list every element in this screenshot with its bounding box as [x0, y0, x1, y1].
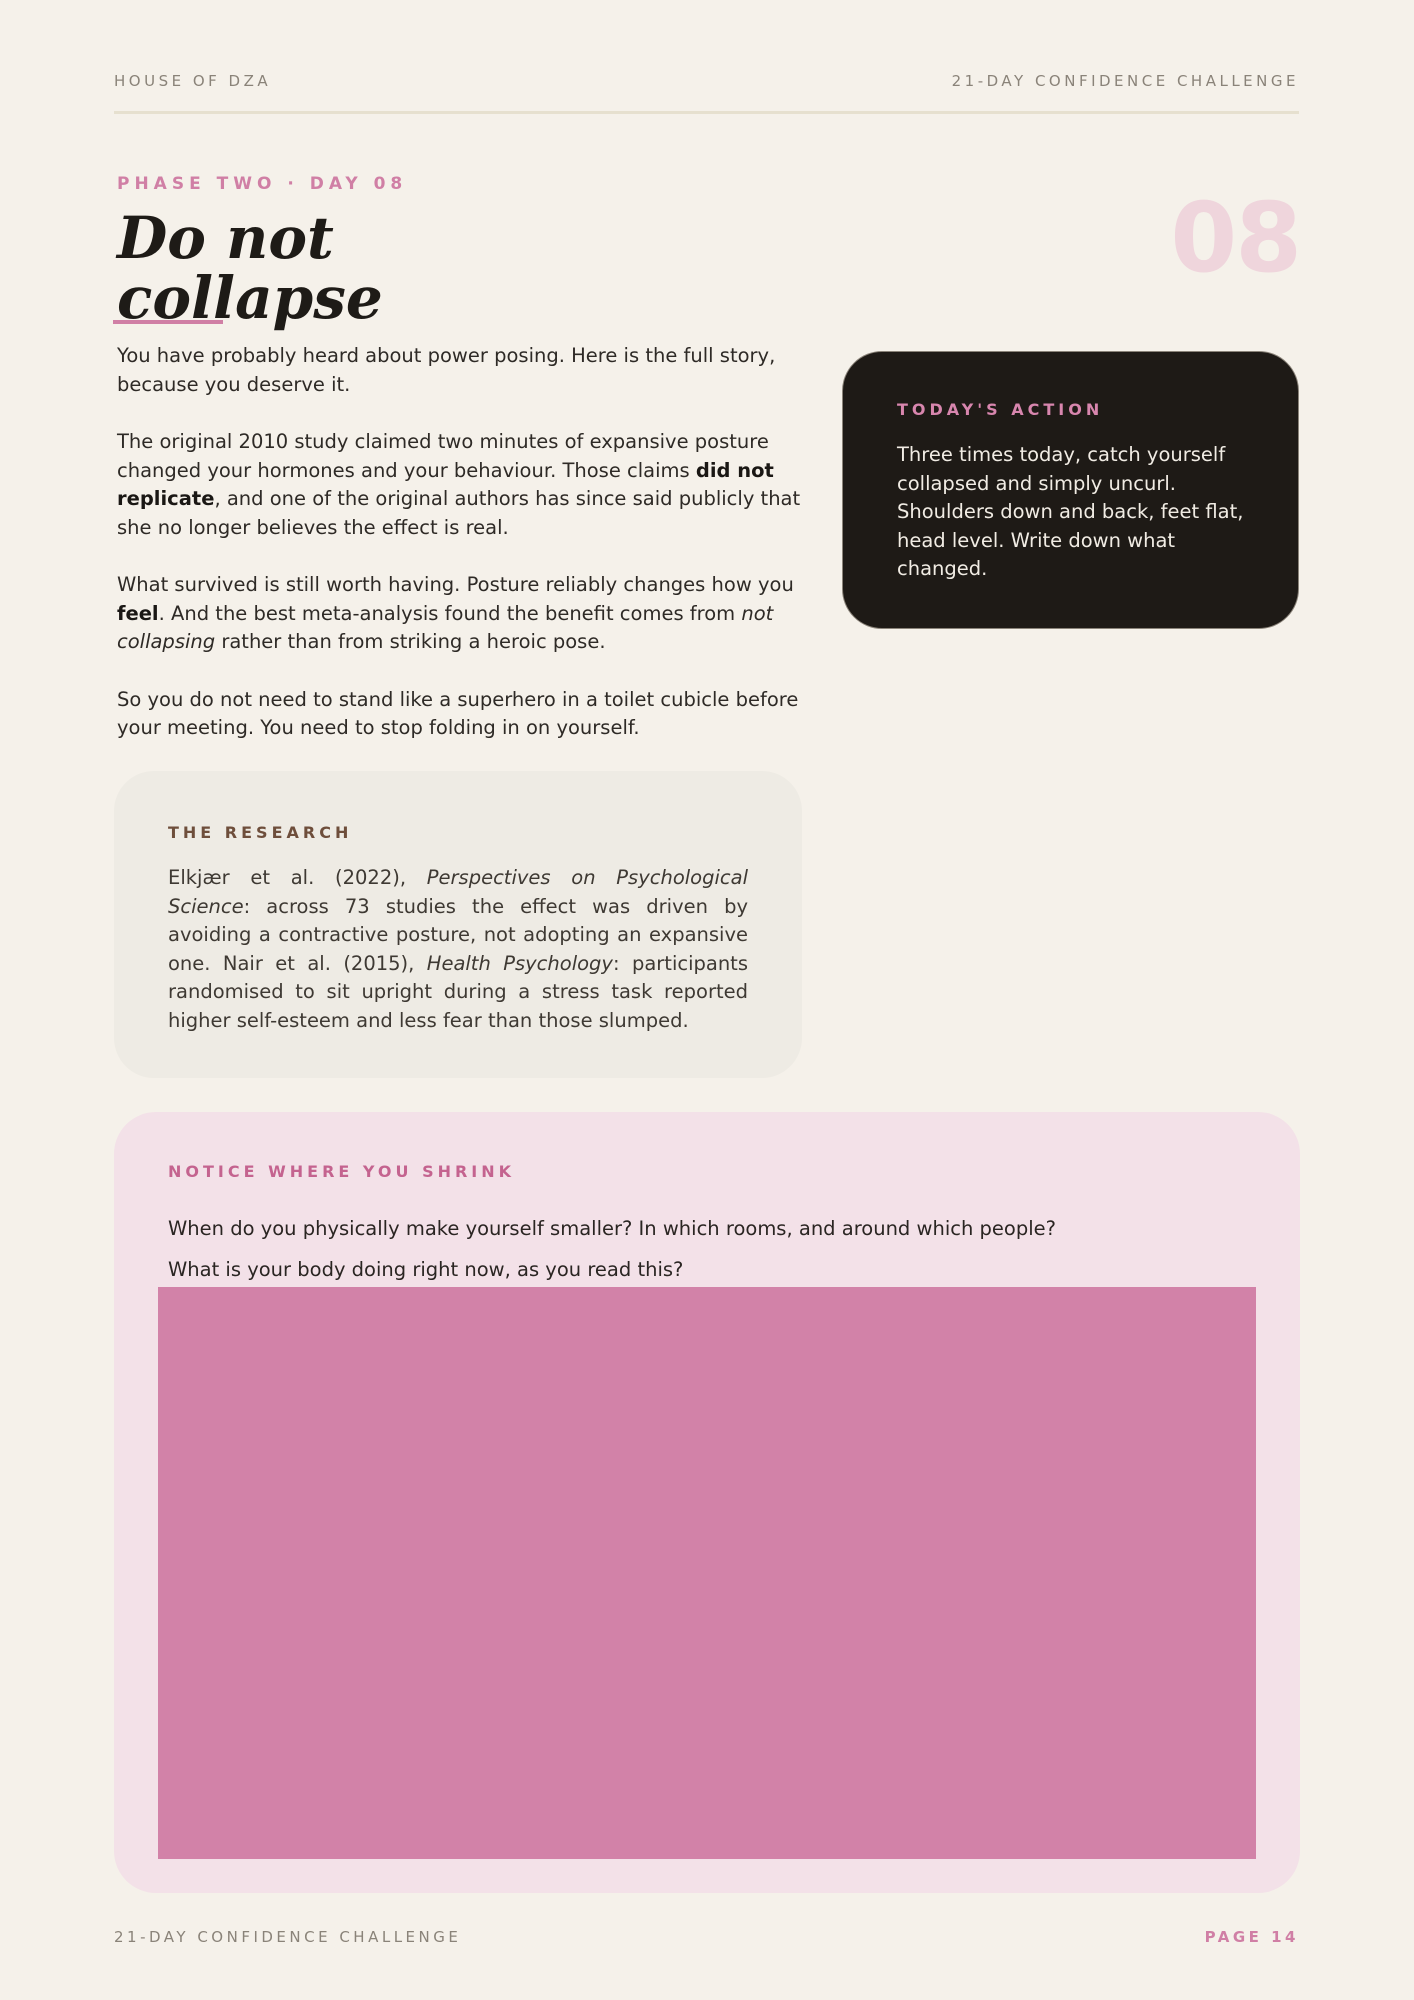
intro-paragraph-3: What survived is still worth having. Posture reliably changes how you feel. And the best meta-analysis found the benefit comes from not collapsing rather than from striking a heroic pose.	[117, 573, 794, 653]
title-line-2-wrap	[117, 264, 383, 332]
series-title: 21-DAY CONFIDENCE CHALLENGE	[951, 72, 1299, 90]
action-text: Three times today, catch yourself collapsed and simply uncurl. Shoulders down and back, feet flat, head level. Write down what changed.	[897, 443, 1244, 580]
research-label: THE RESEARCH	[168, 823, 353, 842]
reflection-question-2: What is your body doing right now, as you read this?	[168, 1258, 684, 1281]
footer-series: 21-DAY CONFIDENCE CHALLENGE	[114, 1928, 462, 1946]
intro-text	[117, 342, 807, 772]
research-text: Elkjær et al. (2022), Perspectives on Psychological Science: across 73 studies the effect was driven by avoiding a contractive posture, not adopting an expansive one. Nair et al. (2015), Health Psychology: participants randomised to sit upright during a stress task reported higher self-esteem and less fear than those slumped.	[168, 866, 748, 1032]
day-number: 08	[1170, 182, 1300, 294]
todays-action-card	[842, 351, 1299, 629]
title-line-1: Do not	[117, 204, 334, 272]
page-header	[114, 72, 1299, 114]
title-line-2: collapse	[117, 264, 383, 332]
research-card	[114, 771, 802, 1078]
page-title	[117, 204, 577, 332]
page-number: PAGE 14	[1204, 1928, 1299, 1946]
writing-area[interactable]	[158, 1287, 1256, 1859]
action-label: TODAY'S ACTION	[897, 400, 1104, 419]
brand-name: HOUSE OF DZA	[114, 72, 272, 90]
page-footer	[114, 1928, 1299, 1946]
notice-label: NOTICE WHERE YOU SHRINK	[168, 1162, 516, 1181]
intro-paragraph-4: So you do not need to stand like a superhero in a toilet cubicle before your meeting. You need to stop folding in on yourself.	[117, 687, 799, 739]
intro-paragraph-1: You have probably heard about power posing. Here is the full story, because you deserve it.	[117, 344, 776, 396]
intro-paragraph-2: The original 2010 study claimed two minutes of expansive posture changed your hormones and your behaviour. Those claims did not replicate, and one of the original authors has since said publicly that she no longer believes the effect is real.	[117, 430, 801, 539]
reflection-question-1: When do you physically make yourself smaller? In which rooms, and around which people?	[168, 1217, 1056, 1240]
notice-card	[114, 1112, 1300, 1893]
phase-day-label: PHASE TWO · DAY 08	[117, 174, 408, 194]
